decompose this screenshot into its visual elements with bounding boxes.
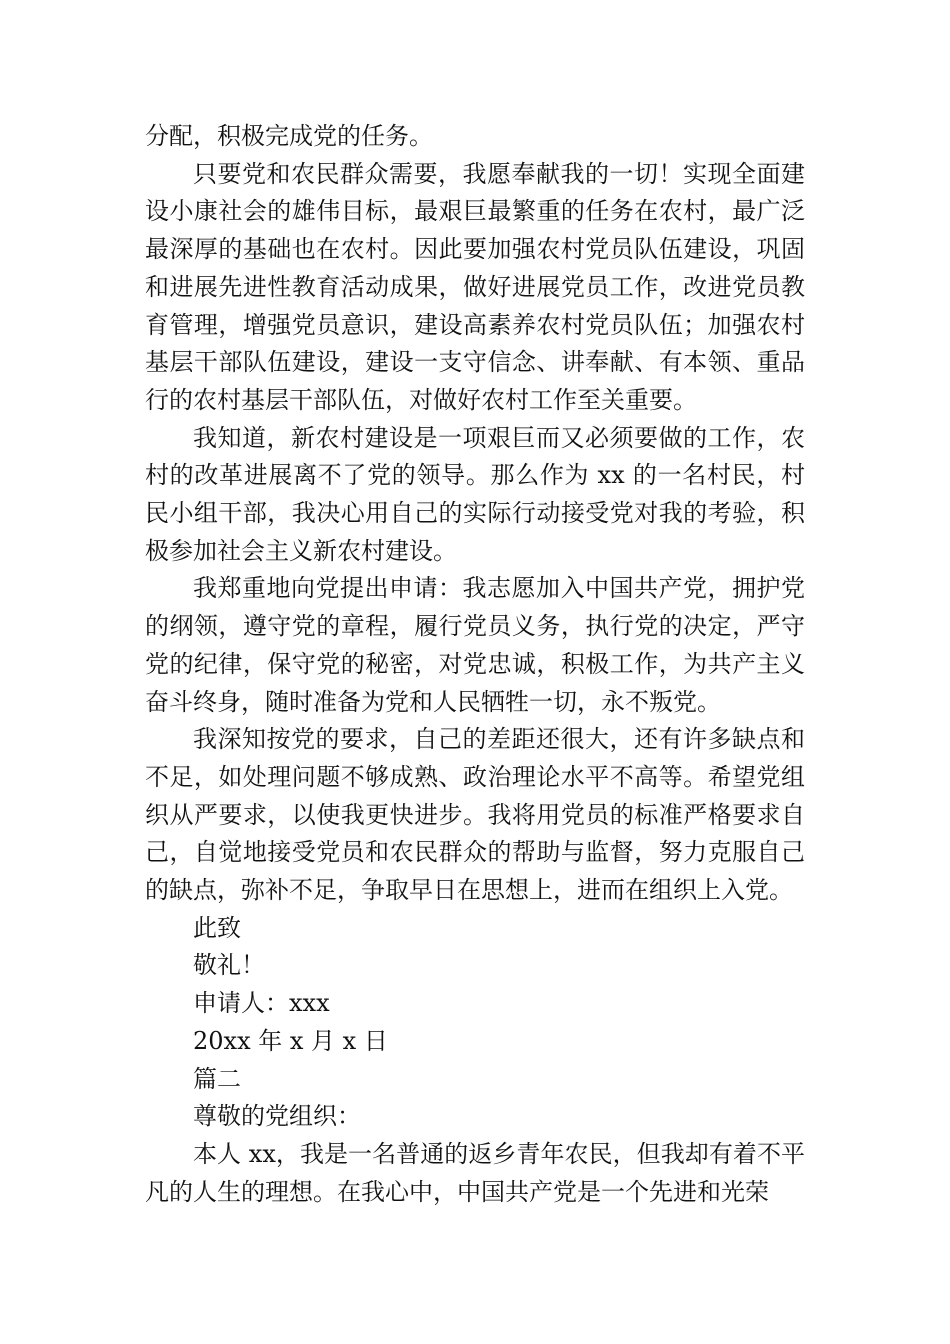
- paragraph-continuation: 分配，积极完成党的任务。: [145, 122, 433, 150]
- paragraph-introduction: 本人 xx，我是一名普通的返乡青年农民，但我却有着不平凡的人生的理想。在我心中，中国共产党是一个先进和光荣: [145, 1139, 805, 1206]
- salute-line: 敬礼！: [193, 951, 265, 980]
- greeting-line: 尊敬的党组织：: [193, 1102, 361, 1131]
- paragraph-application-pledge: 我郑重地向党提出申请：我志愿加入中国共产党，拥护党的纲领，遵守党的章程，履行党员义务，执行党的决定，严守党的纪律，保守党的秘密，对党忠诚，积极工作，为共产主义奋斗终身，随时准备为党和人民牺牲一切，永不叛党。: [145, 574, 805, 716]
- paragraph-dedication: 只要党和农民群众需要，我愿奉献我的一切！实现全面建设小康社会的雄伟目标，最艰巨最繁重的任务在农村，最广泛最深厚的基础也在农村。因此要加强农村党员队伍建设，巩固和进展先进性教育活动成果，做好进展党员工作，改进党员教育管理，增强党员意识，建设高素养农村党员队伍；加强农村基层干部队伍建设，建设一支守信念、讲奉献、有本领、重品行的农村基层干部队伍，对做好农村工作至关重要。: [145, 159, 805, 414]
- applicant-signature: 申请人：xxx: [193, 989, 330, 1018]
- section-heading: 篇二: [193, 1064, 241, 1093]
- paragraph-rural-construction: 我知道，新农村建设是一项艰巨而又必须要做的工作，农村的改革进展离不了党的领导。那么作为 xx 的一名村民，村民小组干部，我决心用自己的实际行动接受党对我的考验，积极参加社会主义新农村建设。: [145, 423, 805, 565]
- paragraph-self-assessment: 我深知按党的要求，自己的差距还很大，还有许多缺点和不足，如处理问题不够成熟、政治理论水平不高等。希望党组织从严要求，以使我更快进步。我将用党员的标准严格要求自己，自觉地接受党员和农民群众的帮助与监督，努力克服自己的缺点，弥补不足，争取早日在思想上，进而在组织上入党。: [145, 725, 805, 905]
- date-line: 20xx 年 x 月 x 日: [193, 1026, 388, 1055]
- document-body: [145, 118, 805, 1211]
- closing-line: 此致: [193, 913, 241, 942]
